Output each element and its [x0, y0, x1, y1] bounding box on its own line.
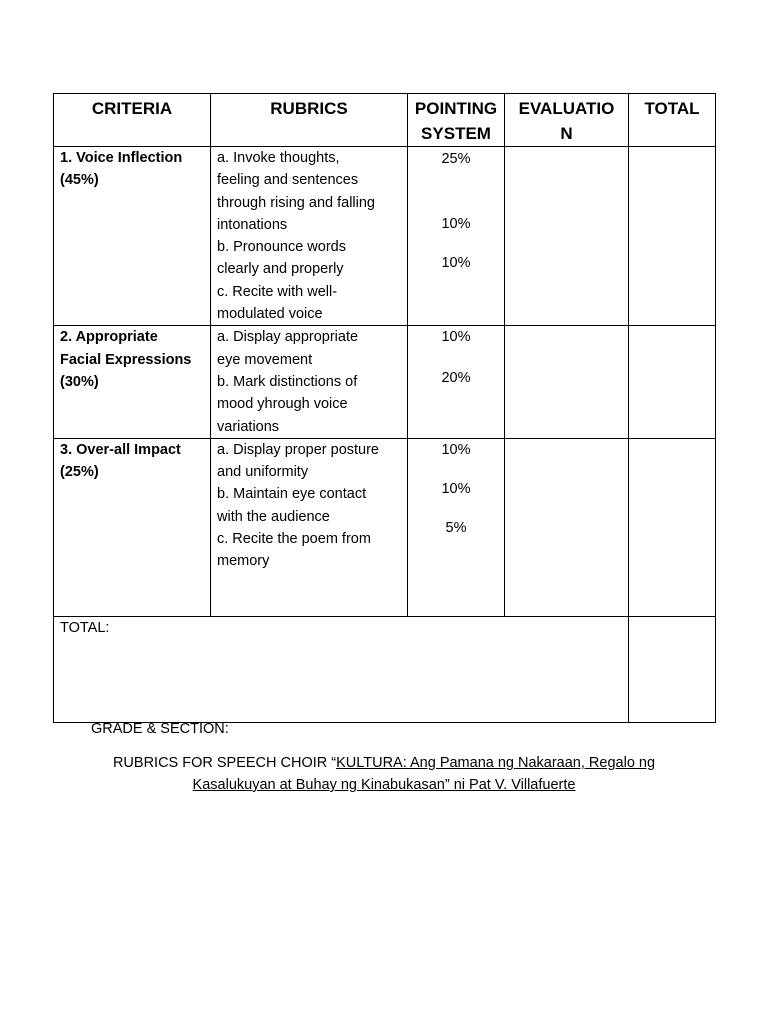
evaluation-cell [505, 326, 629, 438]
points-cell [408, 147, 505, 326]
title-underlined-1: KULTURA: Ang Pamana ng Nakaraan, Regalo ng [336, 755, 656, 771]
rubrics-cell: a. Display proper posture and uniformity b. Maintain eye contact with the audience c. Recite the poem from memory [211, 438, 408, 616]
points-cell [408, 326, 505, 438]
document-title [53, 752, 715, 774]
points-value: 10% [441, 254, 471, 271]
criteria-cell: 3. Over-all Impact (25%) [54, 438, 211, 616]
criteria-cell: 2. Appropriate Facial Expressions (30%) [54, 326, 211, 438]
header-criteria: CRITERIA [54, 94, 211, 147]
total-cell [629, 147, 716, 326]
header-rubrics: RUBRICS [211, 94, 408, 147]
title-underlined-2: Kasalukuyan at Buhay ng Kinabukasan” ni Pat V. Villafuerte [192, 777, 576, 793]
grade-section-label: GRADE & SECTION: [91, 721, 229, 737]
total-label: TOTAL: [54, 616, 629, 722]
points-value: 10% [441, 481, 471, 498]
title-prefix: RUBRICS FOR SPEECH CHOIR “ [112, 755, 337, 771]
criteria-cell: 1. Voice Inflection (45%) [54, 147, 211, 326]
points-value: 10% [441, 216, 471, 233]
points-value: 25% [441, 151, 471, 167]
table-row [54, 326, 716, 438]
points-value: 10% [441, 329, 471, 346]
evaluation-cell [505, 147, 629, 326]
rubric-table [53, 93, 716, 723]
points-value: 20% [441, 369, 471, 386]
points-cell [408, 438, 505, 616]
total-cell [629, 326, 716, 438]
header-pointing-system: POINTING SYSTEM [408, 94, 505, 147]
rubrics-cell: a. Invoke thoughts, feeling and sentences through rising and falling intonations b. Pronounce words clearly and properly c. Recite with well- modulated voice [211, 147, 408, 326]
evaluation-cell [505, 438, 629, 616]
grand-total-cell [629, 616, 716, 722]
header-total: TOTAL [629, 94, 716, 147]
points-value: 10% [441, 441, 471, 458]
total-row [54, 616, 716, 722]
points-value: 5% [445, 520, 467, 537]
total-cell [629, 438, 716, 616]
document-title-continued [53, 774, 715, 796]
table-row [54, 438, 716, 616]
header-row [54, 94, 716, 147]
rubrics-cell: a. Display appropriate eye movement b. Mark distinctions of mood yhrough voice variations [211, 326, 408, 438]
header-evaluation: EVALUATIO N [505, 94, 629, 147]
table-row [54, 147, 716, 326]
